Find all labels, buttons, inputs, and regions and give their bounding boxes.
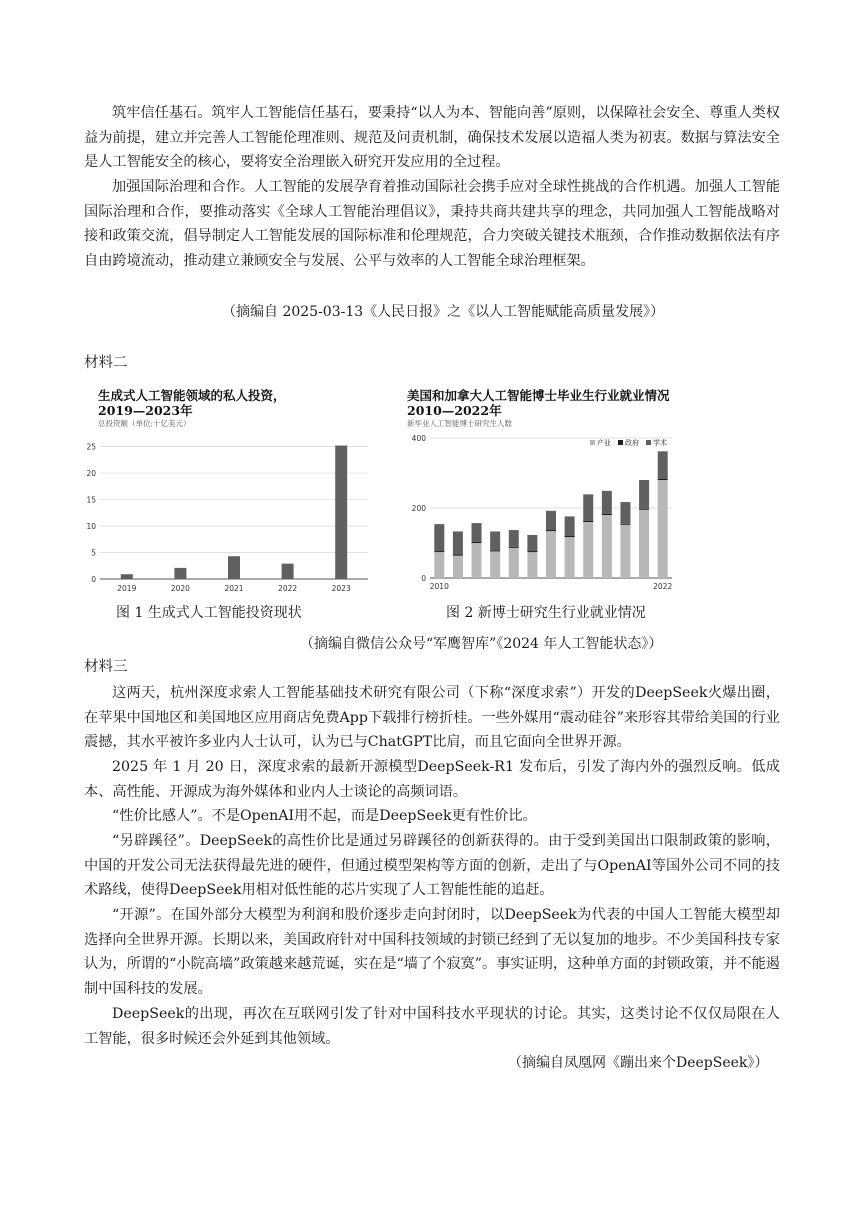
chart-1-y-tick-label: 0 xyxy=(91,575,96,584)
chart-2-bar-segment-1 xyxy=(583,521,593,522)
chart-2-bar-segment-0 xyxy=(639,510,649,578)
chart-1-bar xyxy=(174,568,186,579)
chart-2-bar-segment-2 xyxy=(546,511,556,530)
chart-1-y-tick-label: 15 xyxy=(86,495,96,505)
chart-2-bar-segment-2 xyxy=(453,531,463,554)
section-heading-material-3: 材料三 xyxy=(84,659,128,675)
chart-2-bar-segment-1 xyxy=(472,542,482,543)
chart-2-bar-segment-1 xyxy=(602,514,612,515)
chart-1-title-line2: 2019—2023年 xyxy=(98,403,193,418)
chart-2-bar-segment-2 xyxy=(434,524,444,551)
chart-2-legend-swatch xyxy=(618,440,623,445)
chart-2-legend-swatch xyxy=(590,440,595,445)
paragraph-deepseek-r1-release: 2025 年 1 月 20 日，深度求索的最新开源模型DeepSeek-R1 发布后，引发了海内外的强烈反响。低成本、高性能、开源成为海外媒体和业内人士谈论的高频词语。 xyxy=(84,759,780,800)
paragraph-discussion: DeepSeek的出现，再次在互联网引发了针对中国科技水平现状的讨论。其实，这类讨论不仅仅局限在人工智能，很多时候还会外延到其他领域。 xyxy=(84,1006,780,1047)
section-heading-material-2: 材料二 xyxy=(84,355,128,371)
chart-1-x-tick-label: 2019 xyxy=(117,584,137,593)
chart-2-bar-segment-2 xyxy=(583,494,593,521)
chart-2-title-line2: 2010—2022年 xyxy=(407,403,502,418)
chart-2-bar-segment-1 xyxy=(639,509,649,510)
chart-2-subtitle: 新毕业人工智能博士研究生人数 xyxy=(407,419,512,428)
chart-2-bar-segment-2 xyxy=(658,451,668,479)
chart-2-y-tick-label: 0 xyxy=(421,574,426,583)
chart-1-x-tick-label: 2022 xyxy=(278,584,298,593)
chart-1-bar xyxy=(228,556,240,579)
chart-1-x-tick-label: 2020 xyxy=(170,584,190,593)
paragraph-deepseek-intro: 这两天，杭州深度求索人工智能基础技术研究有限公司（下称“深度求索”）开发的DeepSeek火爆出圈，在苹果中国地区和美国地区应用商店免费App下载排行榜折桂。一些外媒用“震动硅谷”来形容其带给美国的行业震撼，其水平被许多业内人士认可，认为已与ChatGPT比肩，而且它面向全世界开源。 xyxy=(84,685,780,750)
chart-2-legend-swatch xyxy=(646,440,651,445)
chart-2-bar-segment-1 xyxy=(546,530,556,531)
chart-1-bar-chart xyxy=(84,384,374,600)
chart-2-bar-segment-0 xyxy=(546,531,556,578)
paragraph-international-cooperation: 加强国际治理和合作。人工智能的发展孕育着推动国际社会携手应对全球性挑战的合作机遇。加强人工智能国际治理和合作，要推动落实《全球人工智能治理倡议》，秉持共商共建共享的理念，共同加强人工智能战略对接和政策交流，倡导制定人工智能发展的国际标准和伦理规范，合力突破关键技术瓶颈，合作推动数据依法有序自由跨境流动，推动建立兼顾安全与发展、公平与效率的人工智能全球治理框架。 xyxy=(84,179,780,269)
chart-2-bar-segment-2 xyxy=(602,491,612,514)
chart-2-bar-segment-0 xyxy=(490,551,500,578)
chart-2-bar-segment-0 xyxy=(434,552,444,578)
chart-2-bar-segment-2 xyxy=(527,535,537,551)
chart-2-bar-segment-0 xyxy=(565,537,575,578)
chart-2-y-tick-label: 400 xyxy=(411,434,426,443)
chart-2-bar-segment-1 xyxy=(658,479,668,480)
chart-2-legend-label: 政府 xyxy=(625,439,639,447)
chart-2-y-tick-label: 200 xyxy=(411,504,426,513)
chart-2-bar-segment-1 xyxy=(434,551,444,552)
chart-2-bar-segment-0 xyxy=(602,515,612,578)
chart-2-container xyxy=(402,384,692,600)
chart-2-x-tick-label: 2010 xyxy=(429,582,449,591)
paragraph-cost-performance: “性价比感人”。不是OpenAI用不起，而是DeepSeek更有性价比。 xyxy=(112,808,537,824)
chart-2-bar-segment-2 xyxy=(639,480,649,509)
source-citation-1: （摘编自 2025-03-13《人民日报》之《以人工智能赋能高质量发展》） xyxy=(222,304,665,320)
chart-1-container xyxy=(84,384,374,600)
chart-2-bar-segment-2 xyxy=(472,523,482,542)
chart-2-bar-segment-2 xyxy=(490,531,500,550)
source-citation-3: （摘编自凤凰网《蹦出来个DeepSeek》） xyxy=(508,1055,769,1071)
chart-2-bar-segment-1 xyxy=(527,551,537,552)
chart-1-subtitle: 总投资额（单位:十亿美元） xyxy=(98,419,191,428)
chart-2-bar-segment-0 xyxy=(472,543,482,578)
chart-2-bar-segment-0 xyxy=(527,552,537,578)
chart-2-bar-segment-0 xyxy=(620,525,630,578)
chart-2-bar-segment-1 xyxy=(620,524,630,525)
chart-2-bar-segment-2 xyxy=(565,516,575,536)
chart-1-bar xyxy=(121,574,133,579)
chart-2-bar-segment-0 xyxy=(658,480,668,578)
source-citation-2: （摘编自微信公众号“军鹰智库”《2024 年人工智能状态》） xyxy=(300,636,663,652)
chart-2-caption: 图 2 新博士研究生行业就业情况 xyxy=(446,605,646,621)
chart-2-x-tick-label: 2022 xyxy=(653,582,673,591)
chart-2-bar-segment-1 xyxy=(565,536,575,537)
paragraph-open-source: “开源”。在国外部分大模型为利润和股价逐步走向封闭时，以DeepSeek为代表的中国人工智能大模型却选择向全世界开源。长期以来，美国政府针对中国科技领域的封锁已经到了无以复加的地步。不少美国科技专家认为，所谓的“小院高墙”政策越来越荒诞，实在是“墙了个寂寞”。事实证明，这种单方面的封锁政策，并不能遏制中国科技的发展。 xyxy=(84,907,780,997)
chart-1-x-tick-label: 2023 xyxy=(331,584,351,593)
chart-1-y-tick-label: 25 xyxy=(86,442,96,452)
chart-1-y-tick-label: 10 xyxy=(86,522,96,532)
chart-2-bar-segment-2 xyxy=(620,502,630,524)
chart-1-bar xyxy=(335,446,347,579)
chart-2-bar-segment-1 xyxy=(453,555,463,556)
chart-1-y-tick-label: 20 xyxy=(86,469,96,479)
paragraph-alternative-path: “另辟蹊径”。DeepSeek的高性价比是通过另辟蹊径的创新获得的。由于受到美国出口限制政策的影响，中国的开发公司无法获得最先进的硬件，但通过模型架构等方面的创新，走出了与OpenAI等国外公司不同的技术路线，使得DeepSeek用相对低性能的芯片实现了人工智能性能的追赶。 xyxy=(84,833,780,898)
chart-1-bar xyxy=(282,564,294,579)
chart-2-title-line1: 美国和加拿大人工智能博士毕业生行业就业情况 xyxy=(407,388,670,403)
chart-2-bar-segment-0 xyxy=(509,548,519,578)
chart-1-title-line1: 生成式人工智能领域的私人投资， xyxy=(98,388,286,403)
chart-1-x-tick-label: 2021 xyxy=(224,584,244,593)
chart-2-bar-segment-1 xyxy=(490,550,500,551)
chart-2-legend-label: 学术 xyxy=(653,439,667,447)
chart-2-bar-segment-2 xyxy=(509,530,519,547)
chart-1-caption: 图 1 生成式人工智能投资现状 xyxy=(116,605,302,621)
chart-2-stacked-bar-chart xyxy=(402,384,692,600)
chart-2-bar-segment-0 xyxy=(583,522,593,578)
paragraph-trust-foundation: 筑牢信任基石。筑牢人工智能信任基石，要秉持“以人为本、智能向善”原则，以保障社会安全、尊重人类权益为前提，建立并完善人工智能伦理准则、规范及问责机制，确保技术发展以造福人类为初衷。数据与算法安全是人工智能安全的核心，要将安全治理嵌入研究开发应用的全过程。 xyxy=(84,105,780,170)
chart-2-bar-segment-0 xyxy=(453,556,463,578)
chart-2-bar-segment-1 xyxy=(509,547,519,548)
chart-1-y-tick-label: 5 xyxy=(91,548,96,558)
chart-2-legend-label: 产业 xyxy=(597,439,611,447)
